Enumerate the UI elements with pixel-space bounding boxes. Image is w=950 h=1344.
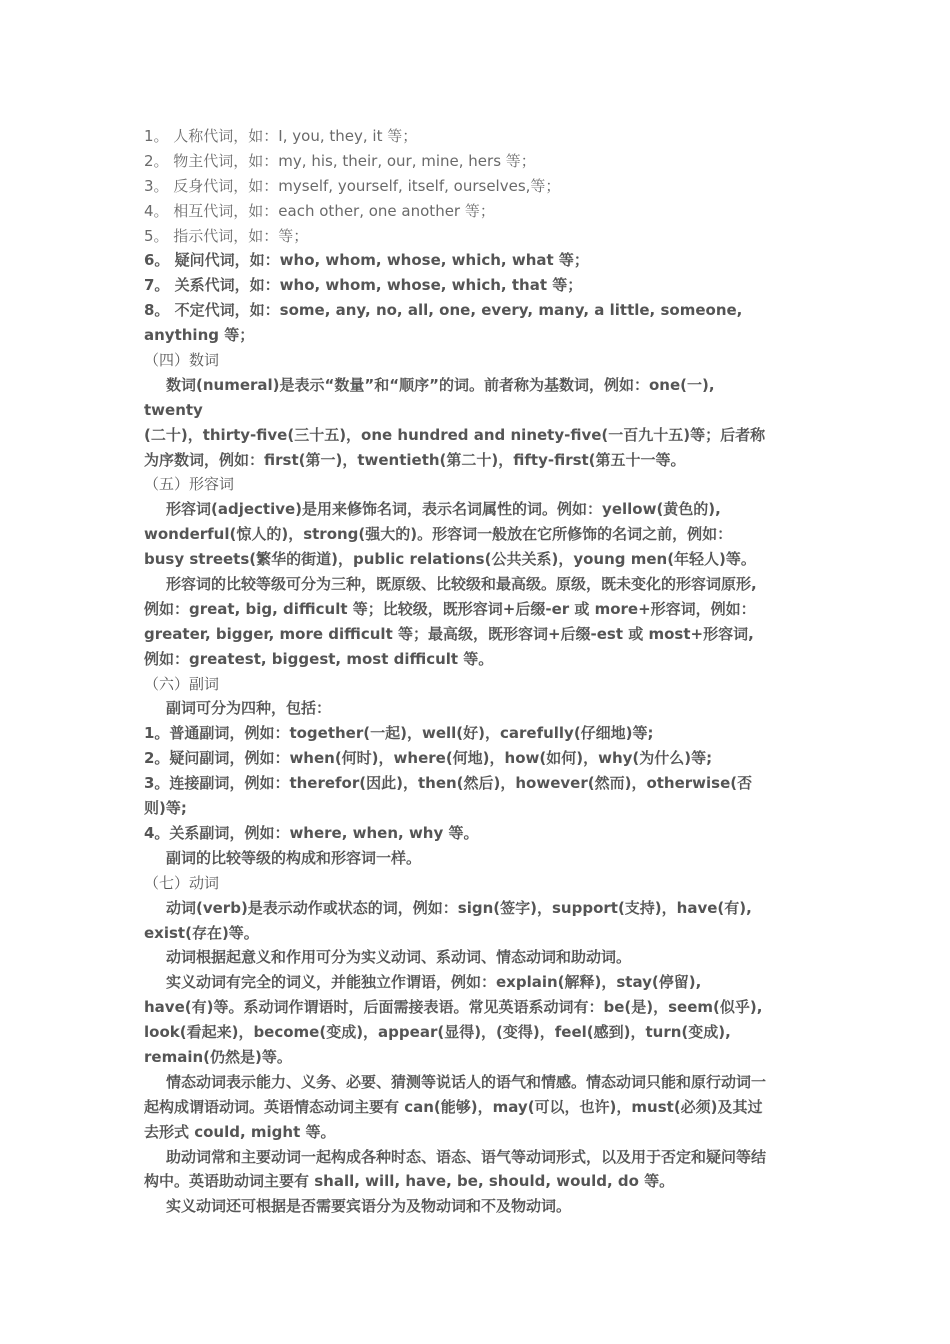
text-line: 数词(numeral)是表示“数量”和“顺序”的词。前者称为基数词，例如：one(一), (166, 375, 715, 394)
text-line: wonderful(惊人的)，strong(强大的)。形容词一般放在它所修饰的名词之前，例如： (144, 525, 733, 544)
text-line: remain(仍然是)等。 (144, 1047, 292, 1066)
text-line: 为序数词，例如：first(第一)，twentieth(第二十)，fifty-first(第五十一等。 (144, 450, 686, 469)
text-line: 动词根据起意义和作用可分为实义动词、系动词、情态动词和助动词。 (166, 948, 632, 967)
text-line: （四）数词 (144, 351, 220, 370)
text-line: 3。连接副词，例如：therefor(因此)，then(然后)，however(然而)，otherwise(否 (144, 774, 753, 793)
text-line: 形容词(adjective)是用来修饰名词，表示名词属性的词。例如：yellow(黄色的), (166, 500, 721, 519)
text-line: 2。 物主代词，如：my, his, their, our, mine, hers 等； (144, 151, 536, 170)
text-line: （七）动词 (144, 873, 220, 892)
text-line: 1。 人称代词，如：I, you, they, it 等； (144, 127, 418, 145)
text-line: 则)等; (144, 799, 187, 818)
text-line: 副词可分为四种，包括： (166, 699, 332, 718)
text-line: (二十)，thirty-five(三十五)，one hundred and ninety-five(一百九十五)等；后者称 (144, 425, 766, 444)
text-line: 副词的比较等级的构成和形容词一样。 (166, 848, 422, 867)
text-line: 例如：great, big, difficult 等；比较级，既形容词+后缀-er 或 more+形容词，例如： (144, 599, 756, 618)
text-line: look(看起来)，become(变成)，appear(显得)，(变得)，feel(感到)，turn(变成), (144, 1023, 731, 1042)
text-line: 起构成谓语动词。英语情态动词主要有 can(能够)，may(可以，也许)，must(必须)及其过 (144, 1097, 763, 1116)
text-line: 构中。英语助动词主要有 shall, will, have, be, should, would, do 等。 (144, 1172, 675, 1191)
text-line: 2。疑问副词，例如：when(何时)，where(何地)，how(如何)，why(为什么)等; (144, 749, 713, 768)
document-body (144, 124, 810, 1219)
text-line: 8。 不定代词，如：some, any, no, all, one, every, many, a little, someone, (144, 301, 743, 320)
text-line: 助动词常和主要动词一起构成各种时态、语态、语气等动词形式，以及用于否定和疑问等结 (166, 1147, 767, 1166)
text-line: busy streets(繁华的街道)，public relations(公共关系)，young men(年轻人)等。 (144, 550, 756, 569)
text-line: 实义动词有完全的词义，并能独立作谓语，例如：explain(解释)，stay(停留), (166, 973, 702, 992)
text-line: anything 等； (144, 326, 255, 345)
text-line: 例如：greatest, biggest, most difficult 等。 (144, 649, 494, 668)
text-line: 4。 相互代词，如：each other, one another 等； (144, 201, 495, 220)
text-line: 情态动词表示能力、义务、必要、猜测等说话人的语气和情感。情态动词只能和原行动词一 (166, 1072, 767, 1091)
text-line: twenty (144, 400, 203, 419)
text-line: 3。 反身代词，如：myself, yourself, itself, ourselves,等； (144, 176, 561, 195)
text-line: 1。普通副词，例如：together(一起)，well(好)，carefully(仔细地)等; (144, 724, 654, 743)
text-line: 实义动词还可根据是否需要宾语分为及物动词和不及物动词。 (166, 1197, 572, 1216)
text-line: 5。 指示代词，如：等； (144, 226, 309, 245)
text-line: 去形式 could, might 等。 (144, 1122, 336, 1141)
text-line: （六）副词 (144, 674, 220, 693)
text-line: （五）形容词 (144, 475, 235, 494)
text-line: 动词(verb)是表示动作或状态的词，例如：sign(签字)，support(支持)，have(有), (166, 898, 752, 917)
text-line: 6。 疑问代词，如：who, whom, whose, which, what 等； (144, 251, 589, 270)
text-line: 形容词的比较等级可分为三种，既原级、比较级和最高级。原级，既未变化的形容词原形, (166, 575, 757, 594)
text-line: exist(存在)等。 (144, 923, 259, 942)
text-line: greater, bigger, more difficult 等；最高级，既形容词+后缀-est 或 most+形容词, (144, 624, 754, 643)
text-line: 4。关系副词，例如：where, when, why 等。 (144, 823, 479, 842)
text-line: 7。 关系代词，如：who, whom, whose, which, that 等； (144, 276, 583, 295)
text-line: have(有)等。系动词作谓语时，后面需接表语。常见英语系动词有：be(是)，seem(似乎), (144, 998, 763, 1017)
